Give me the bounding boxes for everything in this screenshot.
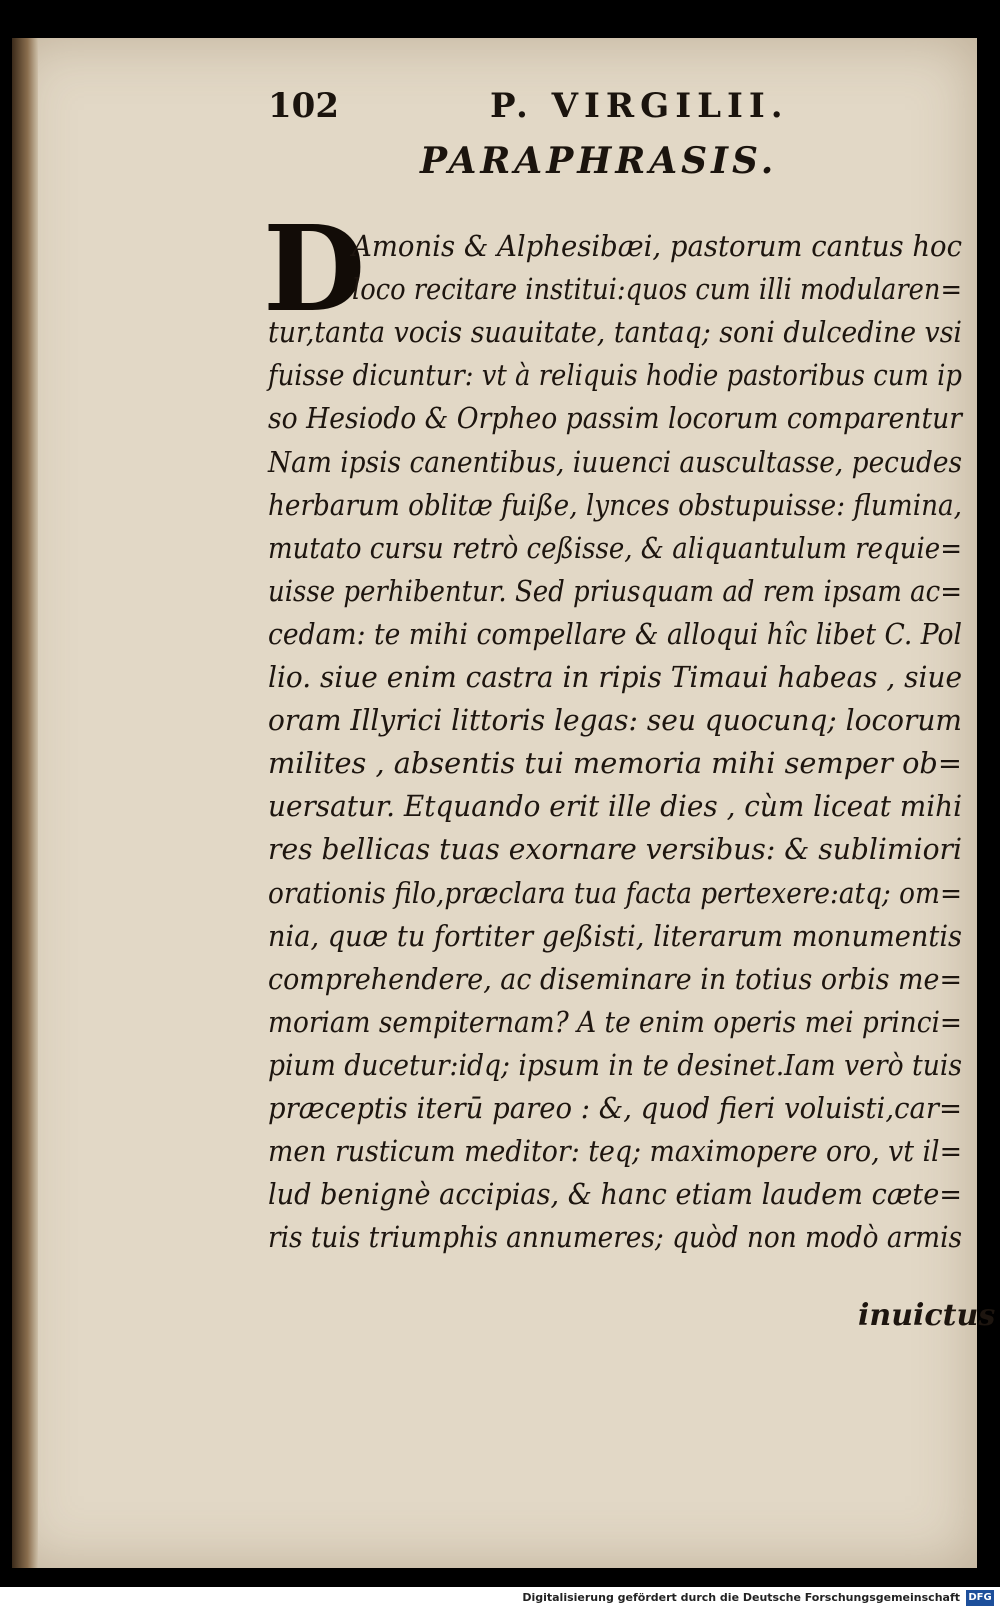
text-line: ris tuis triumphis annumeres; quòd non modò armis xyxy=(268,1220,962,1255)
text-line: moriam sempiternam? A te enim operis mei princi= xyxy=(268,1004,962,1039)
text-line: oram Illyrici littoris legas: seu quocunq; locorum xyxy=(268,703,962,738)
text-line: nia, quæ tu fortiter geßisti, literarum monumentis xyxy=(268,918,962,953)
text-line: lud benignè accipias, & hanc etiam laudem cæte= xyxy=(268,1177,962,1212)
footer-credit: Digitalisierung gefördert durch die Deutsche Forschungsgemeinschaft xyxy=(522,1591,960,1604)
text-line: herbarum oblitæ fuiße, lynces obstupuisse: flumina, xyxy=(268,487,962,522)
book-spine xyxy=(12,38,38,1568)
text-line: comprehendere, ac diseminare in totius orbis me= xyxy=(268,961,962,996)
catchword: inuictus xyxy=(858,1298,996,1333)
footer-bar xyxy=(0,1587,1000,1611)
text-line: pium ducetur:idq; ipsum in te desinet.Iam verò tuis xyxy=(268,1047,962,1082)
text-line: mutato cursu retrò ceßisse, & aliquantulum requie= xyxy=(268,530,962,565)
text-line: res bellicas tuas exornare versibus: & sublimiori xyxy=(268,832,962,867)
text-line: cedam: te mihi compellare & alloqui hîc libet C. Pol xyxy=(268,616,962,651)
text-line: so Hesiodo & Orpheo passim locorum comparentur xyxy=(268,401,962,436)
section-title: PARAPHRASIS. xyxy=(420,140,778,182)
text-line: orationis filo,præclara tua facta pertexere:atq; om= xyxy=(268,875,962,910)
drop-cap: D xyxy=(263,199,366,338)
text-line: loco recitare institui:quos cum illi modularen= xyxy=(352,272,962,307)
text-line: præceptis iterū pareo : &, quod fieri voluisti,car= xyxy=(268,1091,962,1125)
text-line: Amonis & Alphesibæi, pastorum cantus hoc xyxy=(352,229,962,263)
text-line: milites , absentis tui memoria mihi semper ob= xyxy=(268,746,962,781)
page-header xyxy=(258,78,978,128)
text-line: men rusticum meditor: teq; maximopere oro, vt il= xyxy=(268,1134,962,1169)
text-line: Nam ipsis canentibus, iuuenci auscultasse, pecudes xyxy=(268,444,962,479)
page-number: 102 xyxy=(268,86,339,126)
text-line: uersatur. Etquando erit ille dies , cùm liceat mihi xyxy=(268,789,962,824)
text-line: uisse perhibentur. Sed priusquam ad rem ipsam ac= xyxy=(268,573,962,608)
text-line: fuisse dicuntur: vt à reliquis hodie pastoribus cum ip xyxy=(268,358,962,393)
text-line: tur,tanta vocis suauitate, tantaq; soni dulcedine vsi xyxy=(268,315,962,350)
dfg-logo: DFG xyxy=(966,1590,994,1606)
running-title: P. VIRGILII. xyxy=(490,86,789,126)
text-line: lio. siue enim castra in ripis Timaui habeas , siue xyxy=(268,660,962,694)
